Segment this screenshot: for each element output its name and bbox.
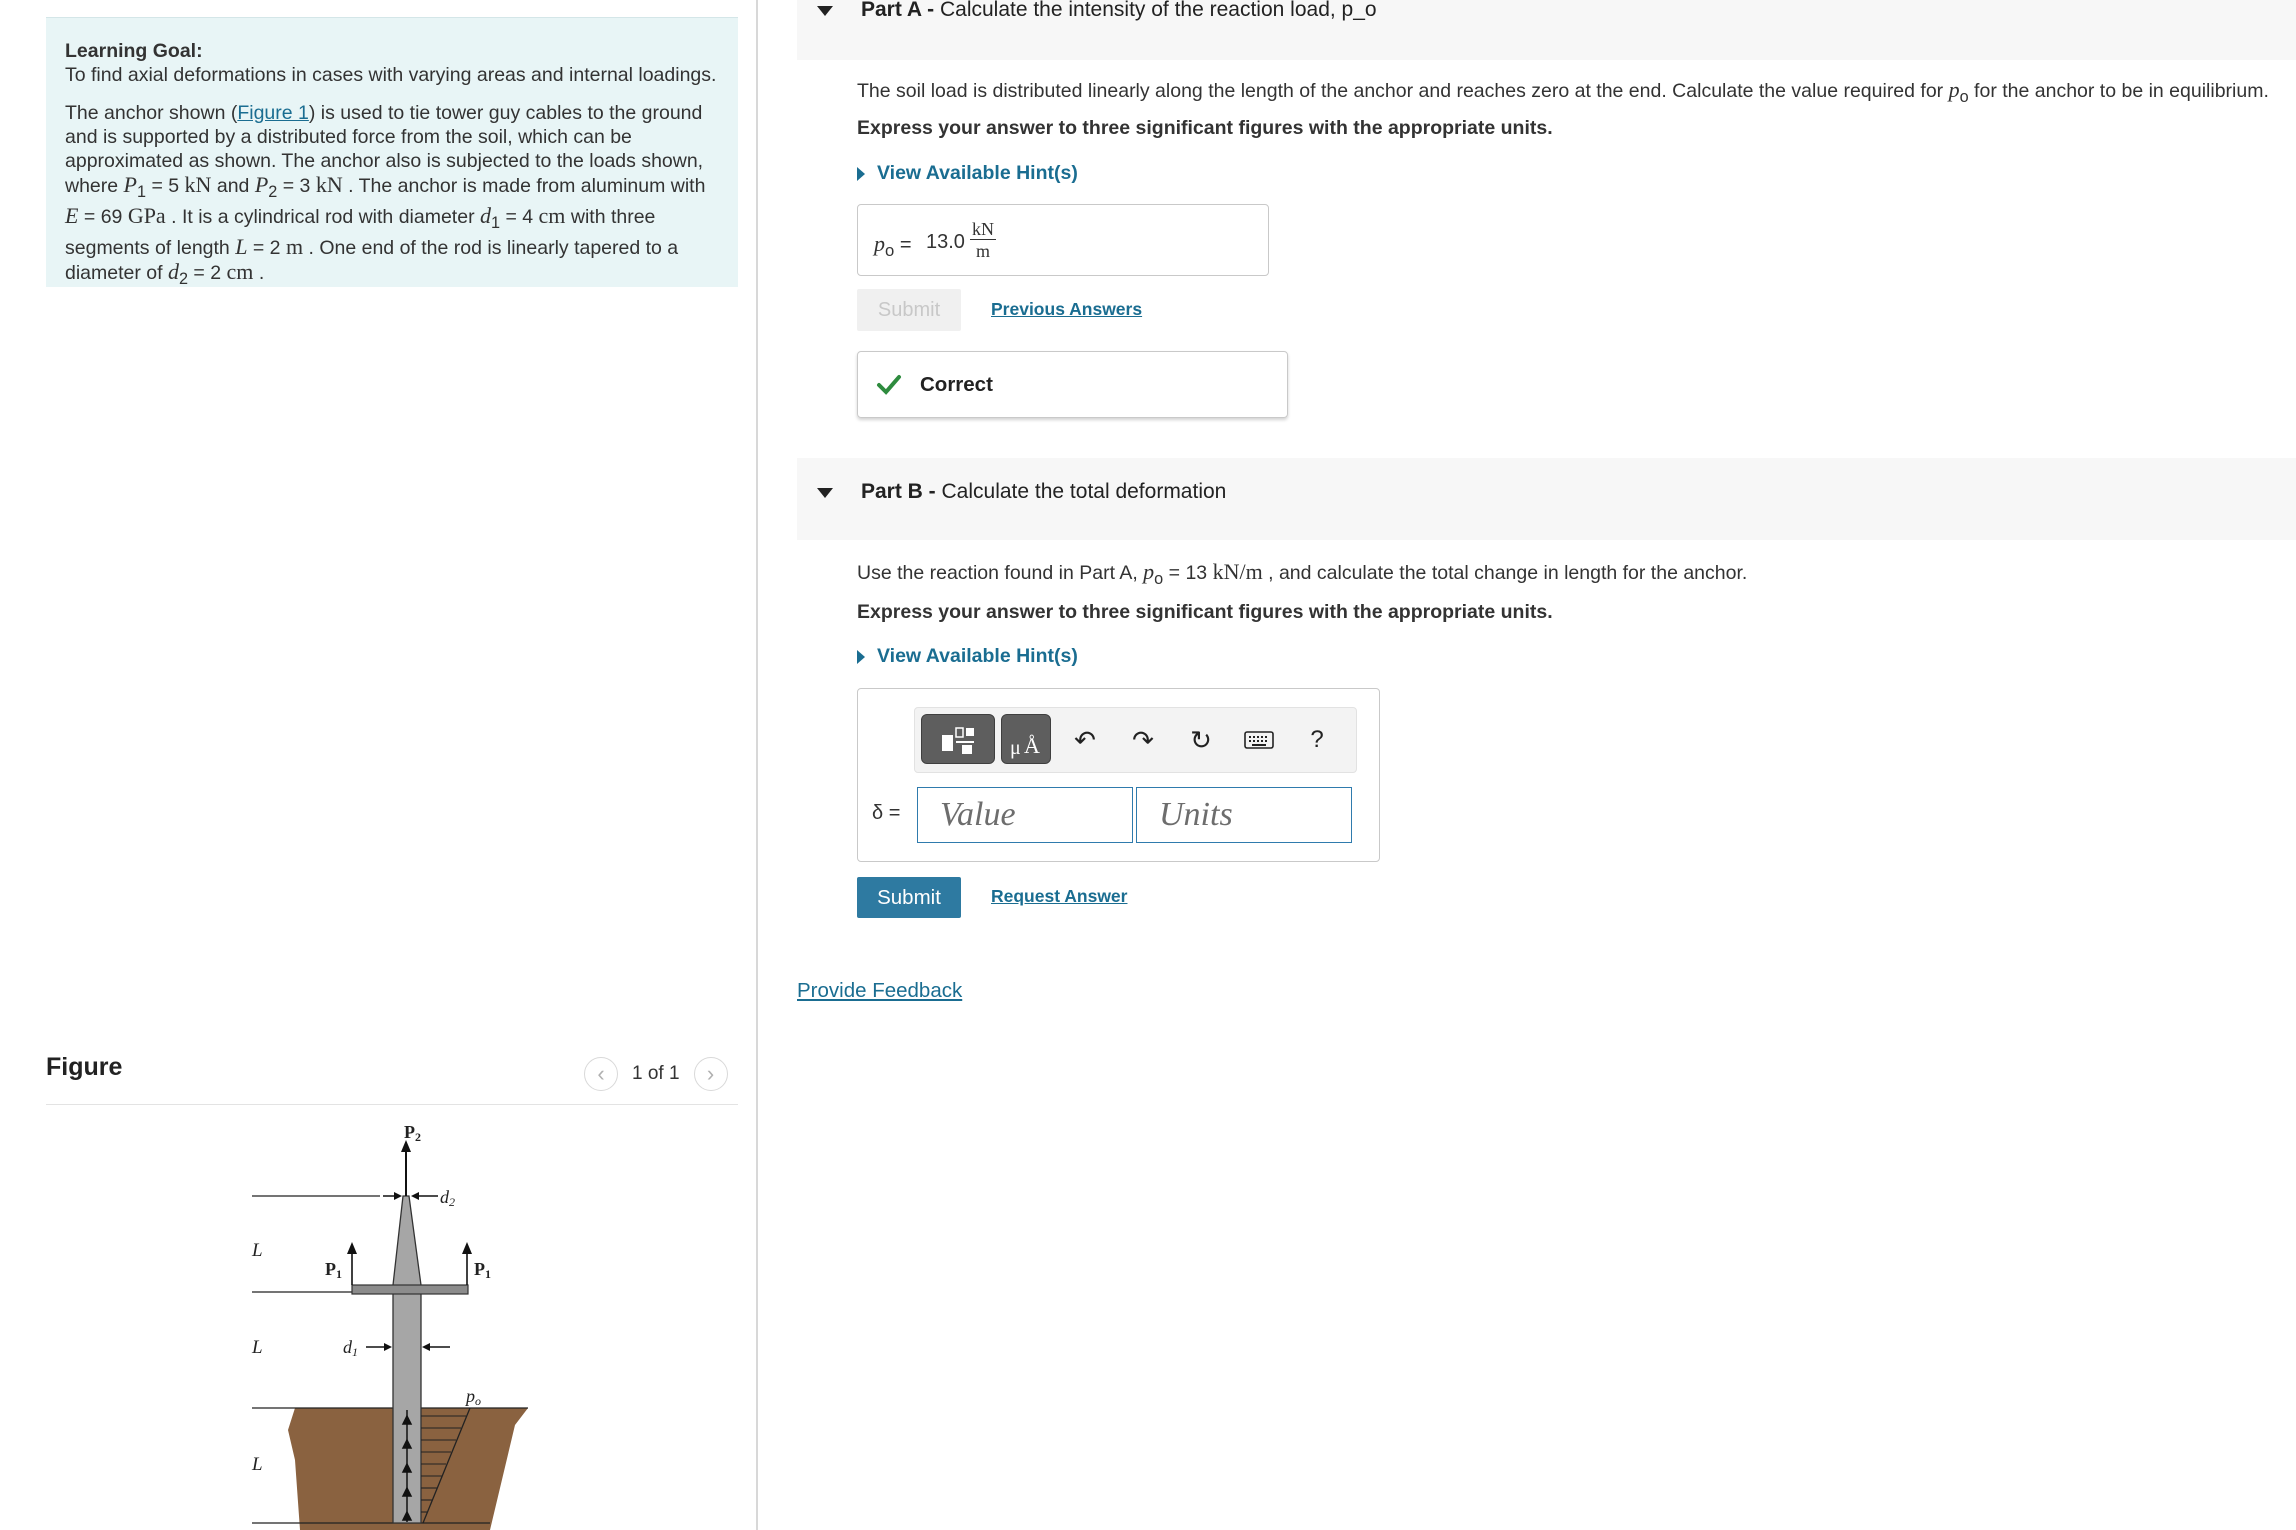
label-p1-right: P1 xyxy=(474,1259,491,1281)
units-input[interactable]: Units xyxy=(1136,787,1352,843)
math-toolbar xyxy=(914,707,1357,773)
chevron-right-icon[interactable]: › xyxy=(694,1057,728,1091)
caret-right-icon xyxy=(857,167,865,181)
part-a-text: The soil load is distributed linearly along the length of the anchor and reaches zero at the end. Calculate the value required for $p_o$ for the anchor to be in equilibrium. xyxy=(857,77,2269,106)
anchor-figure xyxy=(180,1110,560,1530)
part-a-answer-box xyxy=(857,204,1269,276)
check-icon xyxy=(876,371,902,397)
undo-icon[interactable]: ↶ xyxy=(1074,724,1096,755)
figure-divider xyxy=(46,1104,738,1105)
part-b-submit-button[interactable]: Submit xyxy=(857,877,961,918)
label-l-2: L xyxy=(252,1337,263,1358)
label-p1-left: P1 xyxy=(325,1259,342,1281)
part-a-title: Part A - Calculate the intensity of the reaction load, p_o xyxy=(861,0,1377,21)
part-a-header[interactable] xyxy=(797,0,2296,60)
part-b-header[interactable] xyxy=(797,458,2296,540)
figure-link[interactable]: Figure 1 xyxy=(237,102,309,124)
correct-text: Correct xyxy=(920,373,993,396)
request-answer-link[interactable]: Request Answer xyxy=(991,886,1128,906)
redo-icon[interactable]: ↷ xyxy=(1132,724,1154,755)
reset-icon[interactable]: ↻ xyxy=(1190,724,1212,755)
label-l-3: L xyxy=(252,1454,263,1475)
value-input[interactable]: Value xyxy=(917,787,1133,843)
label-l-1: L xyxy=(252,1240,263,1261)
delta-label: δ = xyxy=(872,802,901,824)
part-a-answer-value: 13.0 xyxy=(926,231,965,253)
label-d1: d1 xyxy=(343,1337,358,1359)
part-a-answer-unit: $\frac{kN}{m}$ xyxy=(972,219,994,261)
part-b-text: Use the reaction found in Part A, $p_o = 13$ kN/m , and calculate the total change in length for the anchor. xyxy=(857,559,1748,588)
label-p2: P2 xyxy=(404,1122,421,1144)
figure-pager xyxy=(584,1056,728,1092)
figure-title: Figure xyxy=(46,1053,123,1081)
figure-count: 1 of 1 xyxy=(632,1063,680,1084)
provide-feedback-link[interactable]: Provide Feedback xyxy=(797,979,963,1002)
part-b-answer-box xyxy=(857,688,1380,862)
panel-divider xyxy=(756,0,758,1530)
keyboard-icon[interactable] xyxy=(1241,722,1277,758)
anchor-crossbar xyxy=(352,1285,468,1294)
goal-text: To find axial deformations in cases with varying areas and internal loadings. xyxy=(65,64,717,86)
caret-down-icon[interactable] xyxy=(817,6,833,16)
caret-right-icon xyxy=(857,650,865,664)
part-a-instruction: Express your answer to three significant figures with the appropriate units. xyxy=(857,117,1553,139)
part-a-answer-label: $p_o$ = xyxy=(874,231,912,260)
label-d2: d2 xyxy=(440,1187,455,1209)
part-a-hint[interactable]: View Available Hint(s) xyxy=(857,162,1078,185)
left-panel xyxy=(0,0,756,1530)
previous-answers-link[interactable]: Previous Answers xyxy=(991,299,1143,319)
part-b-instruction: Express your answer to three significant figures with the appropriate units. xyxy=(857,601,1553,623)
help-icon[interactable]: ? xyxy=(1310,726,1324,753)
units-icon[interactable]: μ Å xyxy=(1001,714,1051,764)
learning-goal-box xyxy=(46,17,738,287)
goal-title: Learning Goal: xyxy=(65,40,203,62)
part-b-hint[interactable]: View Available Hint(s) xyxy=(857,645,1078,668)
part-a-submit-button[interactable]: Submit xyxy=(857,289,961,331)
label-po: po xyxy=(466,1386,481,1408)
caret-down-icon[interactable] xyxy=(817,488,833,498)
part-b-title: Part B - Calculate the total deformation xyxy=(861,480,1227,503)
templates-icon[interactable] xyxy=(921,714,995,764)
problem-statement: The anchor shown (Figure 1) is used to tie tower guy cables to the ground and is supported by a distributed force from the soil, which can be approximated as shown. The anchor also is subjected to the loads shown, where $P_1 = 5$ kN and $P_2 = 3$ kN . The anchor is made from aluminum with E = 69 GPa . It is a cylindrical rod with diameter $d_1 = 4$ cm with three segments of length L = 2 m . One end of the rod is linearly tapered to a diameter of $d_2 = 2$ cm . xyxy=(65,102,706,288)
chevron-left-icon[interactable]: ‹ xyxy=(584,1057,618,1091)
correct-feedback xyxy=(857,351,1288,418)
